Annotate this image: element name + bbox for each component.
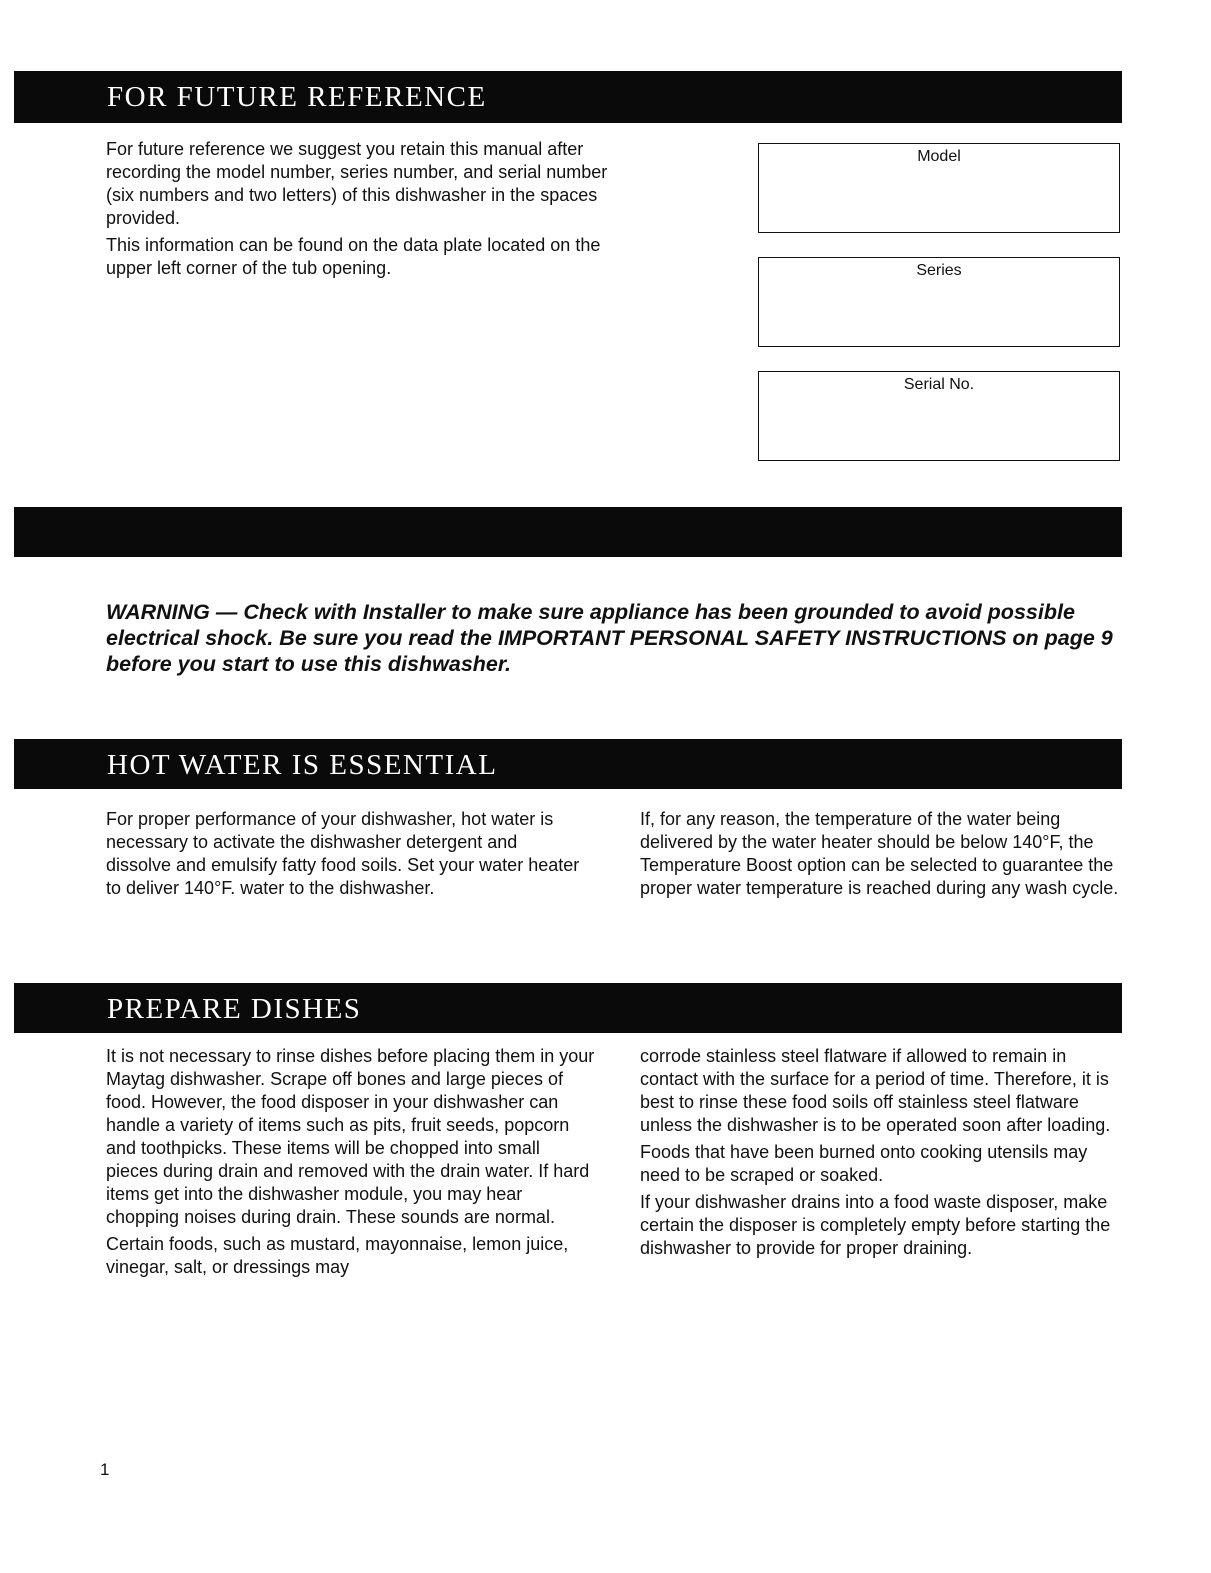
section-title: PREPARE DISHES bbox=[107, 993, 362, 1025]
hot-water-right-column bbox=[640, 808, 1120, 904]
page-number: 1 bbox=[100, 1460, 110, 1479]
paragraph: For future reference we suggest you retain this manual after recording the model number, series number, and serial number (six numbers and two letters) of this dishwasher in the spaces provided. bbox=[106, 139, 608, 228]
model-field[interactable] bbox=[758, 143, 1120, 233]
paragraph: It is not necessary to rinse dishes before placing them in your Maytag dishwasher. Scrape off bones and large pieces of food. However, the food disposer in your dishwasher can handle a variety of items such as pits, fruit seeds, popcorn and toothpicks. These items will be chopped into small pieces during drain and removed with the drain water. If hard items get into the dishwasher module, you may hear chopping noises during drain. These sounds are normal. bbox=[106, 1046, 595, 1227]
paragraph: If, for any reason, the temperature of the water being delivered by the water heater should be below 140°F, the Temperature Boost option can be selected to guarantee the proper water temperature is reached during any wash cycle. bbox=[640, 809, 1119, 898]
section-header-future-reference bbox=[14, 71, 1122, 123]
field-label: Model bbox=[917, 148, 961, 165]
paragraph: For proper performance of your dishwasher, hot water is necessary to activate the dishwasher detergent and dissolve and emulsify fatty food soils. Set your water heater to deliver 140°F. water to the dishwasher. bbox=[106, 809, 580, 898]
hot-water-left-column bbox=[106, 808, 586, 904]
field-label: Series bbox=[916, 262, 962, 279]
section-title: HOT WATER IS ESSENTIAL bbox=[107, 749, 498, 781]
paragraph: corrode stainless steel flatware if allowed to remain in contact with the surface for a period of time. Therefore, it is best to rinse these food soils off stainless steel flatware unless the dishwasher is to be operated soon after loading. bbox=[640, 1046, 1111, 1135]
prepare-dishes-right-column bbox=[640, 1045, 1128, 1264]
future-reference-text bbox=[106, 138, 616, 284]
section-title: FOR FUTURE REFERENCE bbox=[107, 81, 487, 113]
warning-text: WARNING — Check with Installer to make sure appliance has been grounded to avoid possible electrical shock. Be sure you read the IMPORTANT PERSONAL SAFETY INSTRUCTIONS on page 9 before you start to use this dishwasher. bbox=[106, 600, 1113, 676]
series-field[interactable] bbox=[758, 257, 1120, 347]
paragraph: Foods that have been burned onto cooking utensils may need to be scraped or soaked. bbox=[640, 1142, 1088, 1185]
serial-number-field[interactable] bbox=[758, 371, 1120, 461]
paragraph: If your dishwasher drains into a food waste disposer, make certain the disposer is completely empty before starting the dishwasher to provide for proper draining. bbox=[640, 1192, 1111, 1258]
field-label: Serial No. bbox=[903, 376, 975, 393]
section-header-hot-water bbox=[14, 739, 1122, 789]
section-header-prepare-dishes bbox=[14, 983, 1122, 1033]
prepare-dishes-left-column bbox=[106, 1045, 596, 1283]
paragraph: Certain foods, such as mustard, mayonnaise, lemon juice, vinegar, salt, or dressings may bbox=[106, 1234, 569, 1277]
divider-band bbox=[14, 507, 1122, 557]
paragraph: This information can be found on the data plate located on the upper left corner of the tub opening. bbox=[106, 235, 601, 278]
